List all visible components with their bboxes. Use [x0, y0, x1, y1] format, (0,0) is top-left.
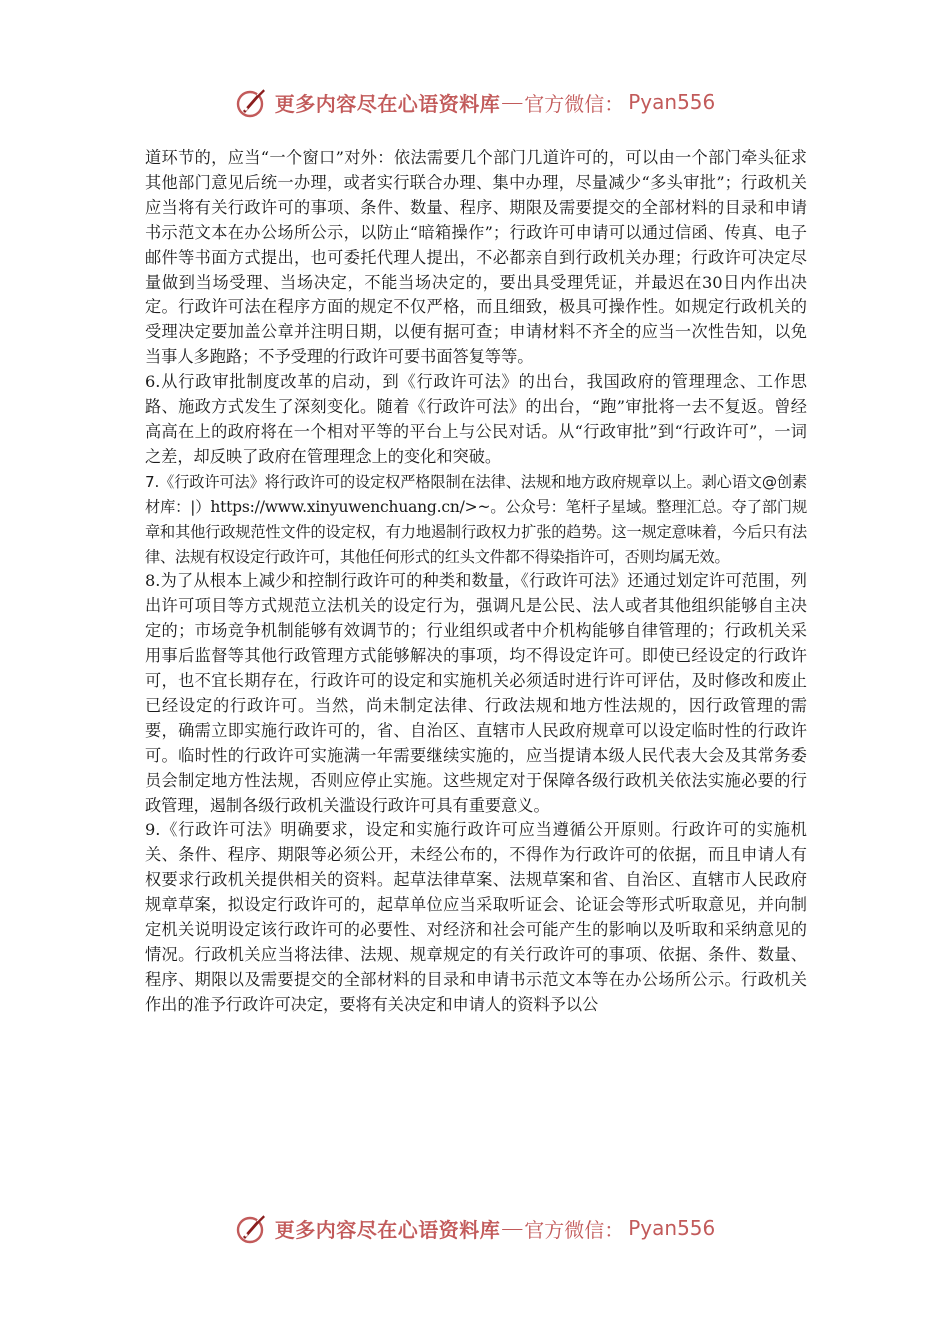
footer-banner-inner [235, 1211, 716, 1245]
footer-banner [0, 1208, 950, 1248]
header-banner-inner [235, 85, 716, 119]
header-banner [0, 82, 950, 122]
footer-site-text: 更多内容尽在心语资料库 [274, 1217, 501, 1242]
banner-wechat-id: Pyan556 [628, 90, 716, 114]
paragraph-8: 8.为了从根本上减少和控制行政许可的种类和数量，《行政许可法》还通过划定许可范围，列出许可项目等方式规范立法机关的设定行为，强调凡是公民、法人或者其他组织能够自主决定的；市场竞争机制能够有效调节的；行业组织或者中介机构能够自律管理的；行政机关采用事后监督等其他行政管理方式能够解决的事项，均不得设定许可。即使已经设定的行政许可，也不宜长期存在，行政许可的设定和实施机关必须适时进行许可评估，及时修改和废止已经设定的行政许可。当然，尚未制定法律、行政法规和地方性法规的，因行政管理的需要，确需立即实施行政许可的，省、自治区、直辖市人民政府规章可以设定临时性的行政许可。临时性的行政许可实施满一年需要继续实施的，应当提请本级人民代表大会及其常务委员会制定地方性法规，否则应停止实施。这些规定对于保障各级行政机关依法实施必要的行政管理，遏制各级行政机关滥设行政许可具有重要意义。 [145, 571, 807, 815]
pen-nib-logo-icon [235, 85, 269, 119]
paragraph-7 [145, 470, 807, 570]
banner-official-label: 官方微信： [524, 91, 625, 116]
paragraph-7-url: https://www.xinyuwenchuang.cn/>~ [210, 497, 491, 516]
footer-dash: — [502, 1216, 523, 1239]
pen-nib-logo-icon [235, 1211, 269, 1245]
paragraph-6: 6.从行政审批制度改革的启动，到《行政许可法》的出台，我国政府的管理理念、工作思路、施政方式发生了深刻变化。随着《行政许可法》的出台，“跑”审批将一去不复返。曾经高高在上的政府将在一个相对平等的平台上与公民对话。从“行政审批”到“行政许可”，一词之差，却反映了政府在管理理念上的变化和突破。 [145, 372, 807, 466]
banner-site-text: 更多内容尽在心语资料库 [274, 91, 501, 116]
paragraph-continued: 道环节的，应当“一个窗口”对外：依法需要几个部门几道许可的，可以由一个部门牵头征求其他部门意见后统一办理，或者实行联合办理、集中办理，尽量减少“多头审批”；行政机关应当将有关行政许可的事项、条件、数量、程序、期限及需要提交的全部材料的目录和申请书示范文本在办公场所公示，以防止“暗箱操作”；行政许可申请可以通过信函、传真、电子邮件等书面方式提出，也可委托代理人提出，不必都亲自到行政机关办理；行政许可决定尽量做到当场受理、当场决定，不能当场决定的，要出具受理凭证，并最迟在30日内作出决定。行政许可法在程序方面的规定不仅严格，而且细致，极具可操作性。如规定行政机关的受理决定要加盖公章并注明日期，以便有据可查；申请材料不齐全的应当一次性告知，以免当事人多跑路；不予受理的行政许可要书面答复等等。 [145, 148, 807, 367]
banner-dash: — [502, 90, 523, 113]
footer-official-label: 官方微信： [524, 1217, 625, 1242]
footer-wechat-id: Pyan556 [628, 1216, 716, 1240]
paragraph-7-part-a: 7.《行政许可法》将行政许可的设定权严格限制在法律、法规和地方政府规章以上。剥心语文@创素材库：|） [145, 472, 807, 516]
paragraph-9: 9.《行政许可法》明确要求，设定和实施行政许可应当遵循公开原则。行政许可的实施机关、条件、程序、期限等必须公开，未经公布的，不得作为行政许可的依据，而且申请人有权要求行政机关提供相关的资料。起草法律草案、法规草案和省、自治区、直辖市人民政府规章草案，拟设定行政许可的，起草单位应当采取听证会、论证会等形式听取意见，并向制定机关说明设定该行政许可的必要性、对经济和社会可能产生的影响以及听取和采纳意见的情况。行政机关应当将法律、法规、规章规定的有关行政许可的事项、依据、条件、数量、程序、期限以及需要提交的全部材料的目录和申请书示范文本等在办公场所公示。行政机关作出的准予行政许可决定，要将有关决定和申请人的资料予以公 [145, 820, 807, 1014]
paragraph-7-part-b: 。公众号：笔杆子星域。整理汇总。夺了部门规章和其他行政规范性文件的设定权，有力地遏制行政权力扩张的趋势。这一规定意味着，今后只有法律、法规有权设定行政许可，其他任何形式的红头文件都不得染指许可，否则均属无效。 [145, 497, 807, 566]
document-body [145, 146, 807, 1018]
